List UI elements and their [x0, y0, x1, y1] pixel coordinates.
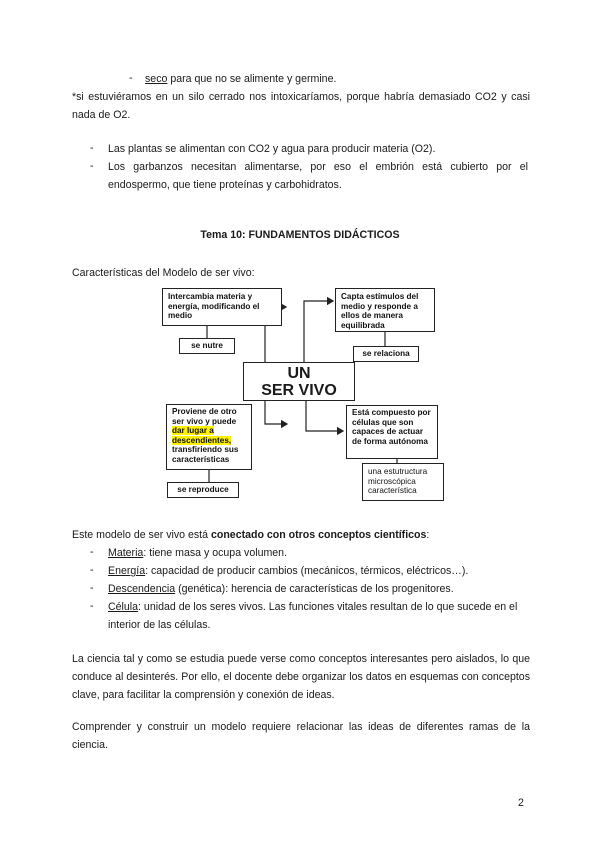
- concept-term: Energía: [108, 565, 146, 577]
- concept-term: Célula: [108, 601, 139, 613]
- bullet-item: Las plantas se alimentan con CO2 y agua para producir materia (O2).: [108, 143, 436, 155]
- body-paragraph: La ciencia tal y como se estudia puede verse como conceptos interesantes pero aislados, lo que conduce al desinterés. Por ello, el docente debe organizar los datos en esquemas con conceptos clave, para facilitar la comprensión y conexión de ideas.: [72, 653, 530, 701]
- section-title: Tema 10: FUNDAMENTOS DIDÁCTICOS: [200, 229, 400, 241]
- box-text: transfiriendo sus características: [172, 445, 239, 464]
- page-number: 2: [518, 797, 524, 809]
- underlined-term: seco: [145, 73, 168, 85]
- dash: -: [90, 582, 94, 594]
- label-nutrition: se nutre: [179, 338, 235, 354]
- dash: -: [90, 564, 94, 576]
- box-nutrition: [162, 288, 282, 326]
- text-part: Este modelo de ser vivo está: [72, 529, 211, 541]
- concept-def: : unidad de los seres vivos. Las funciones vitales resultan de lo que sucede en el interior de las células.: [108, 601, 518, 631]
- concept-item: [108, 544, 528, 562]
- box-relation: [335, 288, 435, 332]
- bullet-text: para que no se alimente y germine.: [167, 73, 337, 85]
- box-text: Intercambia materia y energía, modificando el medio: [168, 292, 260, 321]
- note-paragraph: *si estuviéramos en un silo cerrado nos intoxicaríamos, porque habría demasiado CO2 y casi nada de O2.: [72, 91, 530, 121]
- dash: -: [90, 160, 94, 172]
- bullet-item: Los garbanzos necesitan alimentarse, por eso el embrión está cubierto por el endospermo, que tiene proteínas y carbohidratos.: [108, 161, 528, 191]
- label-cells: una estutructura microscópica característica: [362, 463, 444, 501]
- dash: -: [90, 600, 94, 612]
- concept-def: (genética): herencia de características de los progenitores.: [175, 583, 454, 595]
- label-relation: se relaciona: [353, 346, 419, 362]
- body-paragraph: Comprender y construir un modelo requiere relacionar las ideas de diferentes ramas de la ciencia.: [72, 721, 530, 751]
- center-line: SER VIVO: [261, 382, 337, 399]
- diagram-intro: Características del Modelo de ser vivo:: [72, 267, 255, 279]
- label-reproduction: se reproduce: [167, 482, 239, 498]
- text-part: :: [426, 529, 430, 541]
- box-text: Capta estímulos del medio y responde a ellos de manera equilibrada: [341, 292, 419, 330]
- box-text: Está compuesto por células que son capaces de actuar de forma autónoma: [352, 408, 431, 446]
- concept-term: Descendencia: [108, 583, 176, 595]
- dash: -: [90, 142, 94, 154]
- dash: -: [129, 72, 133, 84]
- concept-term: Materia: [108, 547, 144, 559]
- bold-text: conectado con otros conceptos científicos: [210, 529, 427, 541]
- concept-item: [108, 580, 528, 598]
- concept-item: [108, 562, 528, 580]
- center-concept: [243, 362, 355, 401]
- center-line: UN: [287, 365, 311, 382]
- concept-def: : capacidad de producir cambios (mecánicos, térmicos, eléctricos…).: [145, 565, 469, 577]
- box-cells: [346, 405, 438, 459]
- connected-sentence: [72, 526, 528, 544]
- highlighted-text: dar lugar a descendientes,: [172, 426, 232, 445]
- concept-item: [108, 598, 528, 634]
- box-text: Proviene de otro ser vivo y puede: [172, 407, 237, 426]
- dash: -: [90, 546, 94, 558]
- box-reproduction: [166, 404, 252, 470]
- concept-def: : tiene masa y ocupa volumen.: [143, 547, 288, 559]
